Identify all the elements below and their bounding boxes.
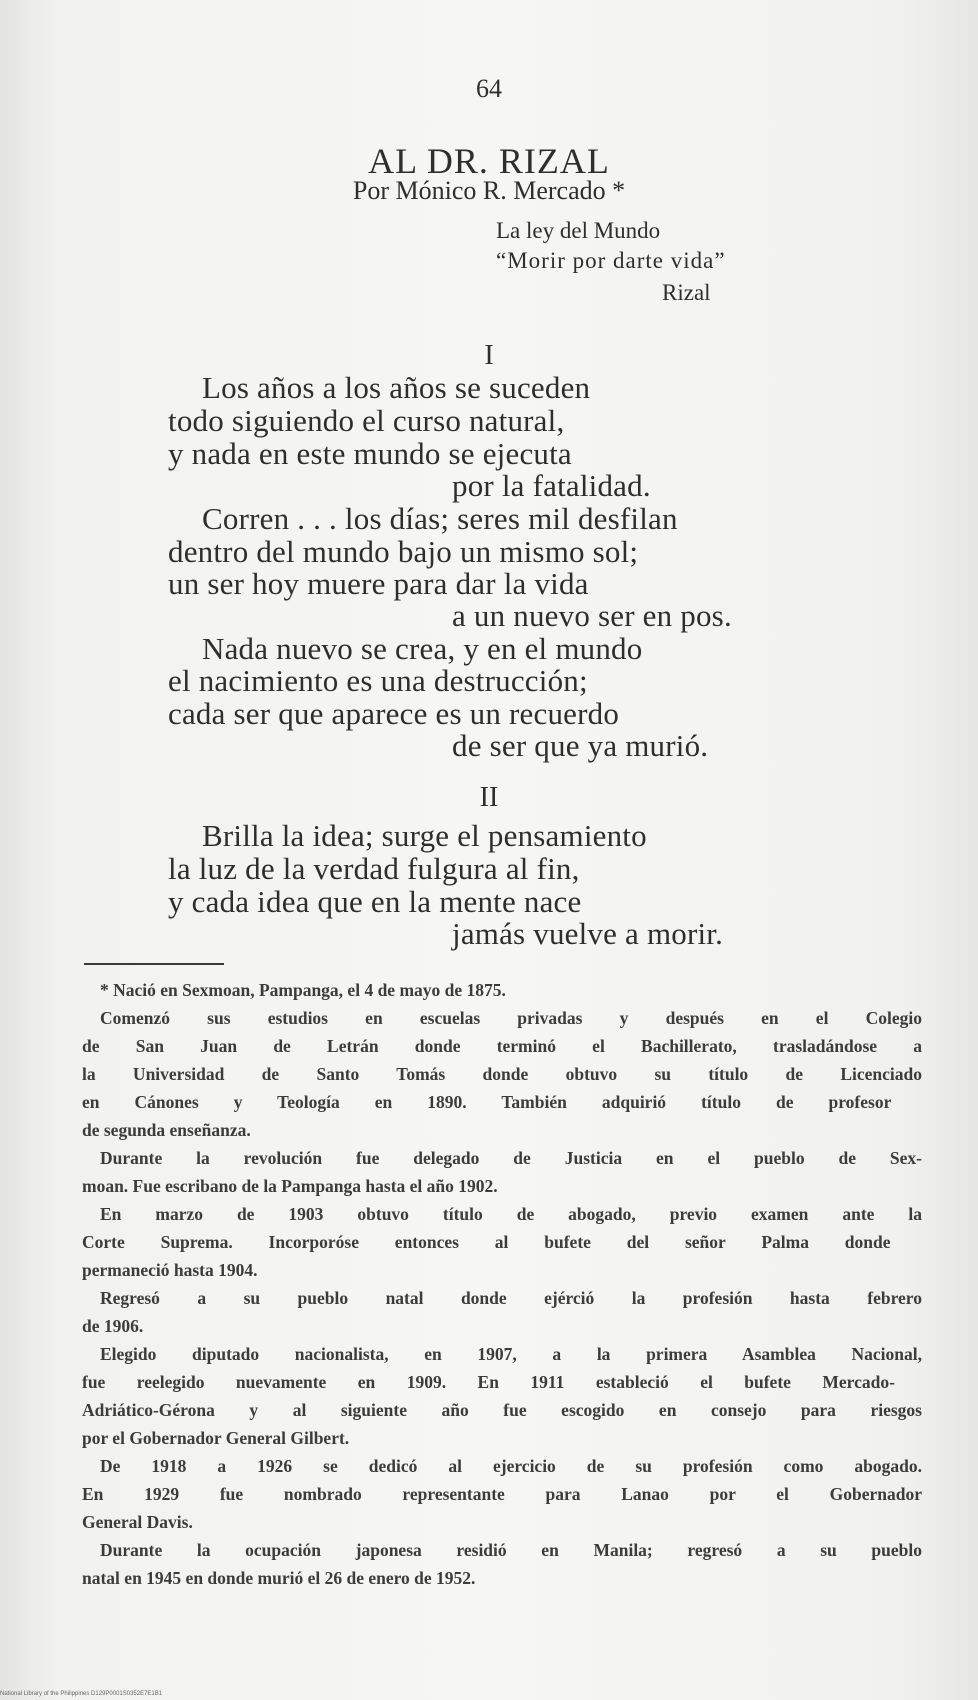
section-numeral: I (484, 340, 494, 371)
epigraph-attribution: Rizal (662, 280, 711, 305)
footnote-line: Elegido diputado nacionalista, en 1907, a la primera Asamblea Nacional, (100, 1344, 922, 1364)
footnote-line: Corte Suprema. Incorporóse entonces al bufete del señor Palma donde (82, 1232, 891, 1252)
section-numeral: II (479, 782, 499, 813)
footnote-line: De 1918 a 1926 se dedicó al ejercicio de su profesión como abogado. (100, 1456, 922, 1476)
page-number: 64 (476, 74, 502, 103)
footnote-line: de segunda enseñanza. (82, 1120, 251, 1140)
verse-line: todo siguiendo el curso natural, (168, 403, 565, 438)
scan-footer: National Library of the Philippines D129P0001S0352E7E1B1 (0, 1691, 163, 1697)
poem-byline: Por Mónico R. Mercado * (352, 176, 626, 205)
verse-line: la luz de la verdad fulgura al fin, (168, 851, 580, 886)
footnote-line: En 1929 fue nombrado representante para Lanao por el Gobernador (82, 1484, 922, 1504)
footnote-line: permaneció hasta 1904. (82, 1260, 258, 1280)
verse-line: y nada en este mundo se ejecuta (168, 436, 572, 471)
verse-line: Nada nuevo se crea, y en el mundo (202, 631, 643, 666)
epigraph-line: “Morir por darte vida” (496, 248, 726, 273)
verse-line: jamás vuelve a morir. (452, 916, 724, 951)
footnote-line: Comenzó sus estudios en escuelas privadas y después en el Colegio (100, 1008, 922, 1028)
verse-line: un ser hoy muere para dar la vida (168, 566, 589, 601)
footnote-line: por el Gobernador General Gilbert. (82, 1428, 350, 1448)
verse-line: y cada idea que en la mente nace (168, 884, 582, 919)
epigraph-line: La ley del Mundo (496, 218, 661, 243)
verse-line: por la fatalidad. (452, 468, 651, 503)
footnote-line: En marzo de 1903 obtuvo título de abogado, previo examen ante la (100, 1204, 922, 1224)
footnote-line: Adriático-Gérona y al siguiente año fue escogido en consejo para riesgos (82, 1400, 922, 1420)
footnote-line: de San Juan de Letrán donde terminó el Bachillerato, trasladándose a (82, 1036, 922, 1056)
verse-line: Corren . . . los días; seres mil desfilan (202, 501, 678, 536)
footnote-line: en Cánones y Teología en 1890. También adquirió título de profesor (82, 1092, 892, 1112)
footnote-line: Durante la ocupación japonesa residió en Manila; regresó a su pueblo (100, 1540, 922, 1560)
footnote-line: de 1906. (82, 1316, 144, 1336)
footnote-line: Durante la revolución fue delegado de Justicia en el pueblo de Sex- (100, 1148, 922, 1168)
verse-line: dentro del mundo bajo un mismo sol; (168, 534, 639, 569)
footnote-line: fue reelegido nuevamente en 1909. En 1911 estableció el bufete Mercado- (82, 1372, 895, 1392)
verse-line: el nacimiento es una destrucción; (168, 663, 588, 698)
footnote-line: natal en 1945 en donde murió el 26 de enero de 1952. (82, 1568, 476, 1588)
verse-line: a un nuevo ser en pos. (452, 598, 732, 633)
footnote-line: la Universidad de Santo Tomás donde obtuvo su título de Licenciado (82, 1064, 922, 1084)
verse-line: cada ser que aparece es un recuerdo (168, 696, 620, 731)
footnote-divider (84, 963, 224, 965)
verse-line: Brilla la idea; surge el pensamiento (202, 818, 647, 853)
verse-line: de ser que ya murió. (452, 728, 709, 763)
footnote-line: moan. Fue escribano de la Pampanga hasta el año 1902. (82, 1176, 498, 1196)
poem-title: AL DR. RIZAL (368, 141, 610, 181)
footnote-line: * Nació en Sexmoan, Pampanga, el 4 de mayo de 1875. (100, 980, 506, 1000)
verse-line: Los años a los años se suceden (202, 370, 591, 405)
footnote-line: General Davis. (82, 1512, 193, 1532)
footnote-line: Regresó a su pueblo natal donde ejérció la profesión hasta febrero (100, 1288, 922, 1308)
